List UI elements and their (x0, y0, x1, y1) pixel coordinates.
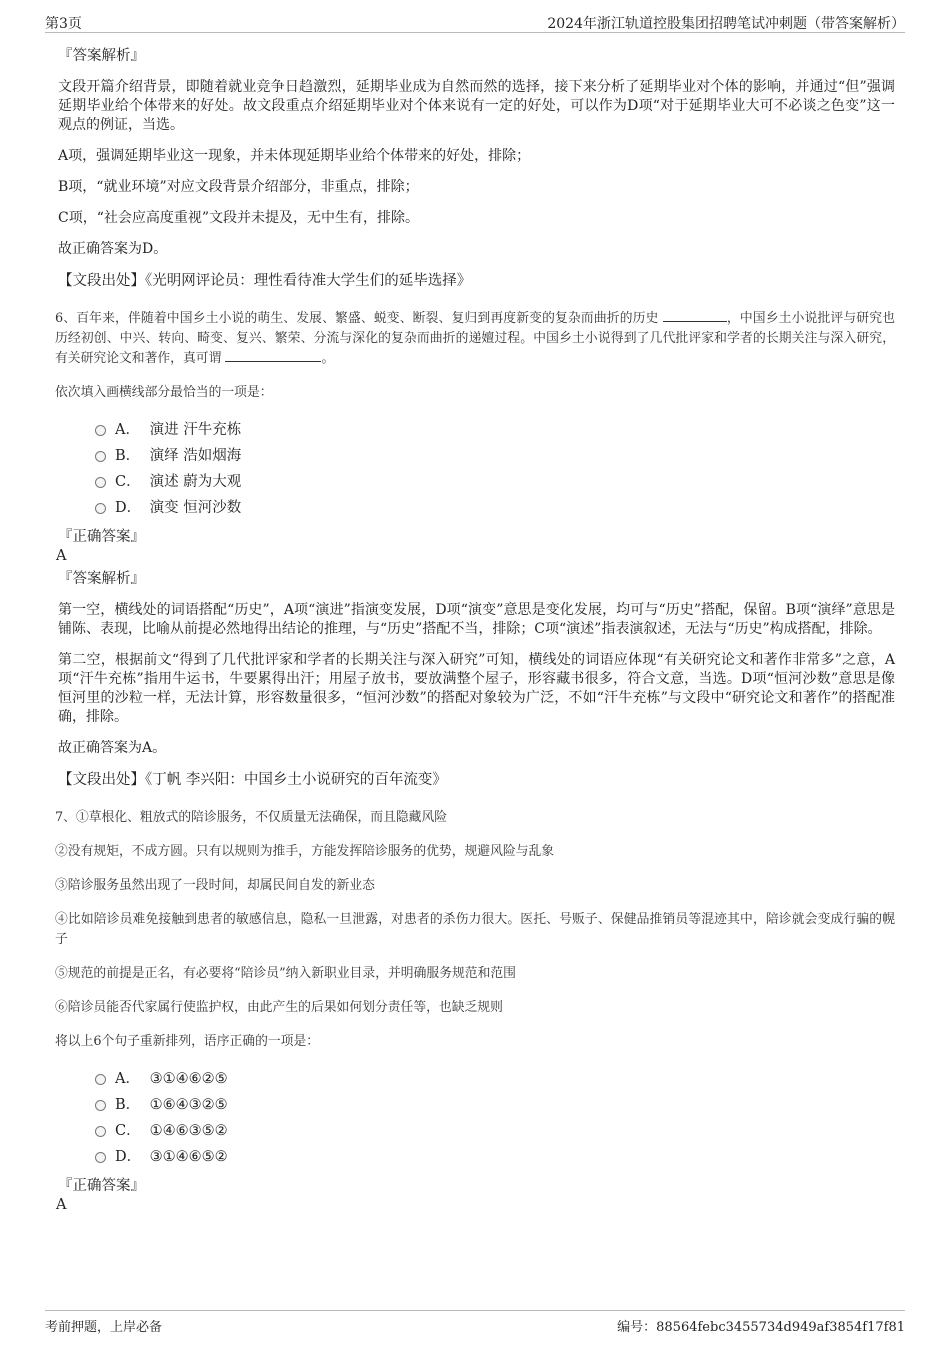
page-header (45, 10, 905, 33)
page-number: 第3页 (45, 16, 82, 32)
q7-sentence-2: ②没有规矩，不成方圆。只有以规则为推手，方能发挥陪诊服务的优势，规避风险与乱象 (55, 844, 555, 859)
q7-sentence-6: ⑥陪诊员能否代家属行使监护权，由此产生的后果如何划分责任等，也缺乏规则 (55, 1000, 503, 1015)
q7-option-b-text: ①⑥④③②⑤ (149, 1097, 228, 1113)
radio-icon[interactable] (95, 1100, 106, 1111)
q6-analysis-p3: 故正确答案为A。 (58, 740, 167, 756)
q5-analysis-p1: 文段开篇介绍背景，即随着就业竞争日趋激烈，延期毕业成为自然而然的选择，接下来分析了延期毕业对个体的影响，并通过“但”强调延期毕业给个体带来的好处。故文段重点介绍延期毕业对个体来说有一定的好处，可以作为D项“对于延期毕业大可不必谈之色变”这一观点的例证，当选。 (58, 79, 895, 133)
document-id: 编号：88564febc3455734d949af3854f17f81 (617, 1320, 905, 1335)
q7-option-c-text: ①④⑥③⑤② (149, 1123, 228, 1139)
q7-option-c[interactable]: C． ①④⑥③⑤② (95, 1118, 895, 1144)
q6-option-b[interactable]: B． 演绎 浩如烟海 (95, 443, 895, 469)
q6-option-d[interactable]: D． 演变 恒河沙数 (95, 495, 895, 521)
q7-sentence-1: 7、①草根化、粗放式的陪诊服务，不仅质量无法确保，而且隐藏风险 (55, 810, 448, 825)
page-footer (45, 1310, 905, 1335)
q5-analysis-p3: B项，“就业环境”对应文段背景介绍部分，非重点，排除； (58, 179, 419, 195)
q6-stem-part1: 6、百年来，伴随着中国乡土小说的萌生、发展、繁盛、蜕变、断裂、复归到再度新变的复杂而曲折的历史 (55, 311, 659, 326)
q6-analysis-p1: 第一空，横线处的词语搭配“历史”，A项“演进”指演变发展，D项“演变”意思是变化发展，均可与“历史”搭配，保留。B项“演绎”意思是铺陈、表现，比喻从前提必然地得出结论的推理，与“历史”搭配不当，排除；C项“演述”指表演叙述，无法与“历史”构成搭配，排除。 (58, 602, 895, 637)
q6-options (95, 417, 895, 521)
q7-correct-value: A (56, 1197, 67, 1213)
q7-option-d-text: ③①④⑥⑤② (149, 1149, 228, 1165)
radio-icon[interactable] (95, 477, 106, 488)
q6-stem-part2: ，中国乡土小说批评与研究也历经初创、中兴、转向、畸变、复兴、繁荣、分流与深化的复杂而曲折的递嬗过程。中国乡土小说得到了几代批评家和学者的长期关注与深入研究，有关研究论文和著作，真可谓 (55, 311, 895, 366)
q6-stem-part3: 。 (321, 351, 335, 366)
radio-icon[interactable] (95, 1074, 106, 1085)
main-content (55, 46, 895, 1218)
q7-options (95, 1066, 895, 1170)
q6-blank-2 (225, 349, 321, 362)
q5-analysis-p4: C项，“社会应高度重视”文段并未提及，无中生有，排除。 (58, 210, 420, 226)
q6-analysis-p2: 第二空，根据前文“得到了几代批评家和学者的长期关注与深入研究”可知，横线处的词语应体现“有关研究论文和著作非常多”之意，A项“汗牛充栋”指用牛运书，牛要累得出汗；用屋子放书，要放满整个屋子，形容藏书很多，符合文意，当选。D项“恒河沙数”意思是像恒河里的沙粒一样，无法计算，形容数量很多，“恒河沙数”的搭配对象较为广泛，不如“汗牛充栋”与文段中“研究论文和著作”的搭配准确，排除。 (58, 652, 895, 725)
q6-blank-1 (663, 309, 727, 322)
footer-slogan: 考前押题，上岸必备 (45, 1320, 163, 1335)
q6-option-c-text: 演述 蔚为大观 (149, 474, 242, 490)
document-title: 2024年浙江轨道控股集团招聘笔试冲刺题（带答案解析） (547, 16, 905, 32)
q6-option-d-text: 演变 恒河沙数 (149, 500, 242, 516)
radio-icon[interactable] (95, 1126, 106, 1137)
q6-source: 【文段出处】《丁帆 李兴阳：中国乡土小说研究的百年流变》 (58, 772, 447, 788)
q5-analysis-p5: 故正确答案为D。 (58, 241, 168, 257)
q6-instruction: 依次填入画横线部分最恰当的一项是： (55, 385, 273, 400)
q6-correct-value: A (56, 548, 67, 564)
q6-option-c[interactable]: C． 演述 蔚为大观 (95, 469, 895, 495)
q7-sentence-3: ③陪诊服务虽然出现了一段时间，却属民间自发的新业态 (55, 878, 375, 893)
q6-option-a[interactable]: A． 演进 汗牛充栋 (95, 417, 895, 443)
q7-option-d[interactable]: D． ③①④⑥⑤② (95, 1144, 895, 1170)
radio-icon[interactable] (95, 1152, 106, 1163)
radio-icon[interactable] (95, 451, 106, 462)
radio-icon[interactable] (95, 425, 106, 436)
q7-option-a[interactable]: A． ③①④⑥②⑤ (95, 1066, 895, 1092)
q7-sentence-5: ⑤规范的前提是正名，有必要将“陪诊员”纳入新职业目录，并明确服务规范和范围 (55, 966, 516, 981)
q6-option-a-text: 演进 汗牛充栋 (149, 422, 242, 438)
q7-correct-label: 『正确答案』 (58, 1178, 145, 1194)
q7-sentence-4: ④比如陪诊员难免接触到患者的敏感信息，隐私一旦泄露，对患者的杀伤力很大。医托、号贩子、保健品推销员等混迹其中，陪诊就会变成行骗的幌子 (55, 912, 895, 947)
q6-stem (55, 309, 895, 369)
radio-icon[interactable] (95, 503, 106, 514)
q7-option-b[interactable]: B． ①⑥④③②⑤ (95, 1092, 895, 1118)
q6-analysis-label: 『答案解析』 (58, 571, 145, 587)
q7-instruction: 将以上6个句子重新排列，语序正确的一项是： (55, 1034, 320, 1049)
q6-option-b-text: 演绎 浩如烟海 (149, 448, 242, 464)
q5-source: 【文段出处】《光明网评论员：理性看待准大学生们的延毕选择》 (58, 273, 472, 289)
q6-correct-label: 『正确答案』 (58, 529, 145, 545)
q5-analysis-label: 『答案解析』 (58, 48, 145, 64)
q5-analysis-p2: A项，强调延期毕业这一现象，并未体现延期毕业给个体带来的好处，排除； (58, 148, 531, 164)
q7-option-a-text: ③①④⑥②⑤ (149, 1071, 228, 1087)
